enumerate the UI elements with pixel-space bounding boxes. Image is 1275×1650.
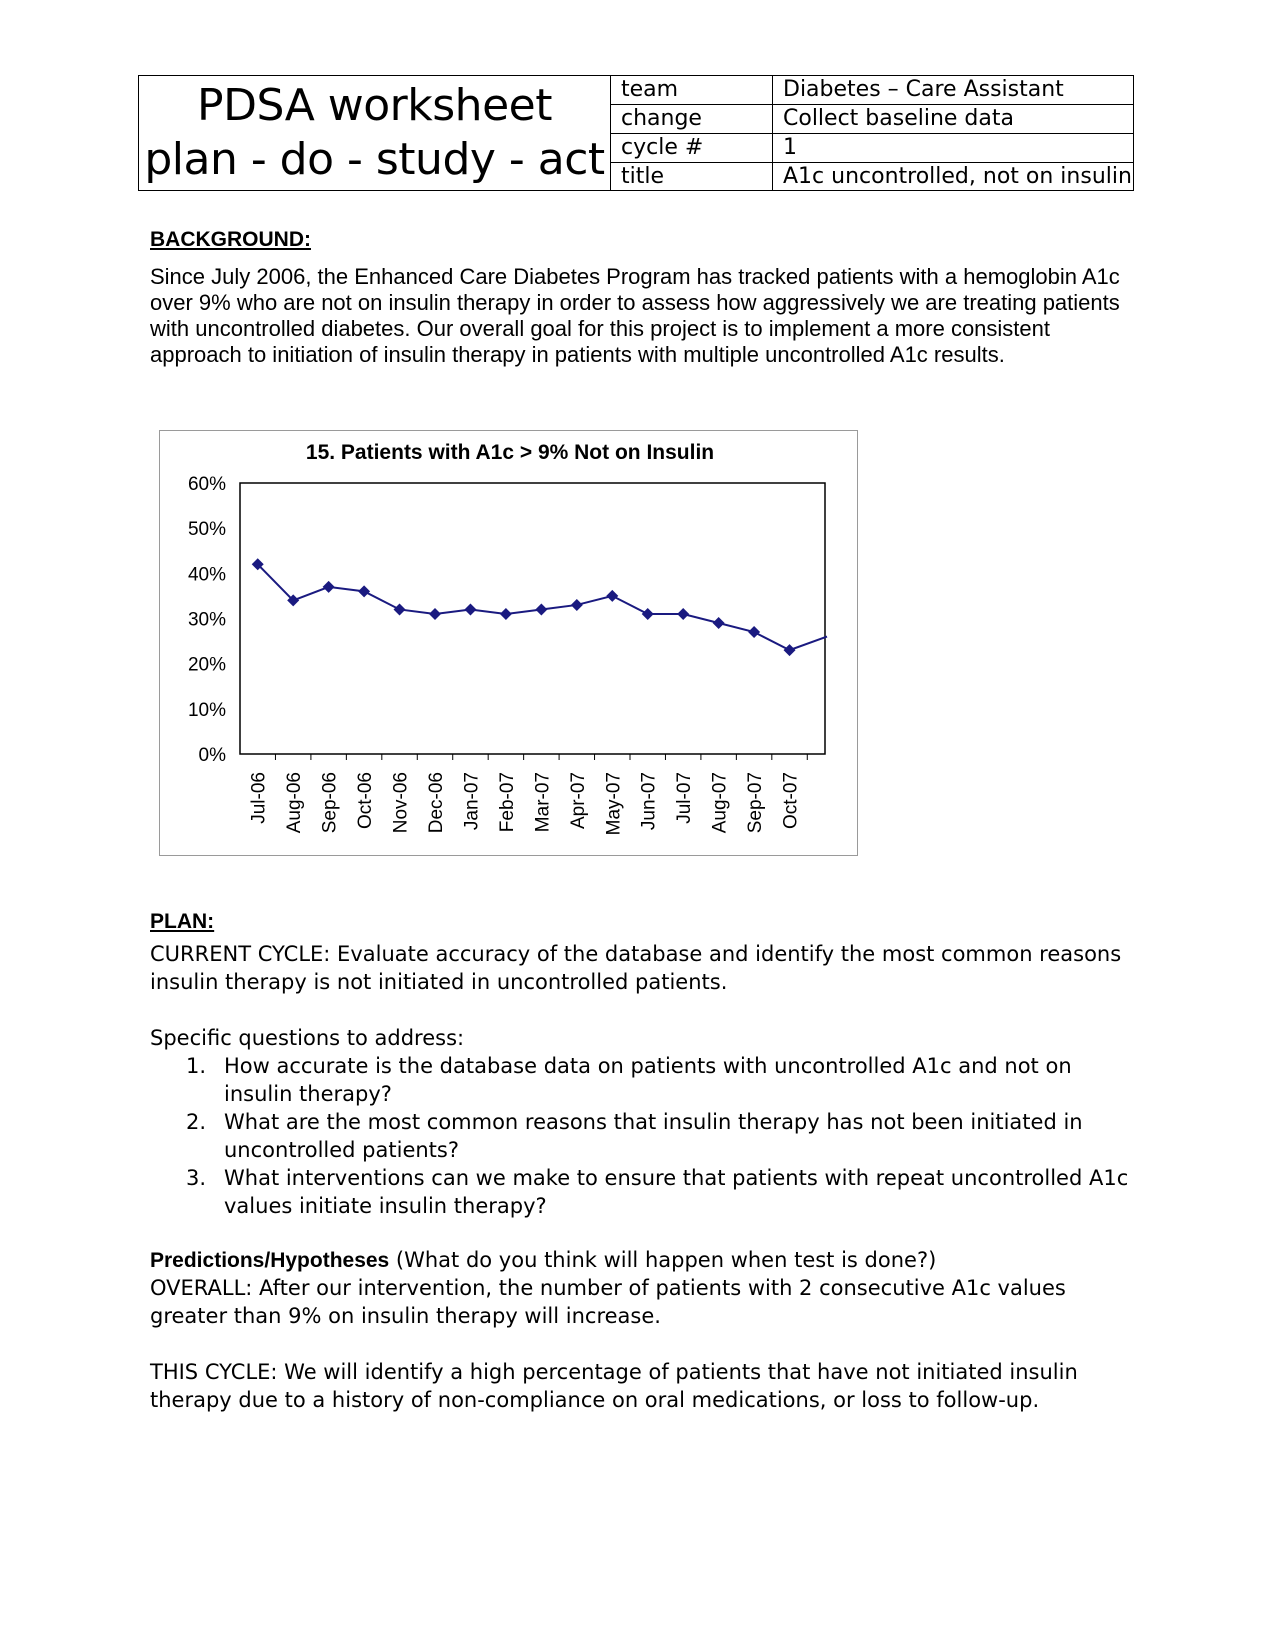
y-tick-label: 0% (198, 745, 226, 766)
overall-hypothesis: OVERALL: After our intervention, the number of patients with 2 consecutive A1c values greater than 9% on insulin therapy will increase. (150, 1276, 1066, 1328)
x-tick-label: Oct-06 (355, 772, 377, 830)
data-point (784, 644, 796, 656)
header-title-cell (139, 76, 611, 190)
questions-intro: Specific questions to address: (150, 1026, 465, 1050)
meta-row-team (611, 76, 1133, 105)
x-tick-label: Sep-06 (319, 772, 341, 834)
x-tick-label: Apr-07 (567, 772, 589, 830)
list-item (150, 1164, 1130, 1220)
worksheet-subtitle: plan - do - study - act (144, 134, 605, 185)
y-tick-label: 60% (187, 474, 226, 495)
list-number: 2. (186, 1110, 207, 1134)
worksheet-title: PDSA worksheet (197, 80, 552, 131)
meta-key: change (611, 105, 773, 133)
x-tick-label: Jul-07 (674, 772, 696, 824)
header-meta-table (611, 76, 1133, 190)
data-point (323, 581, 335, 593)
y-tick-label: 20% (187, 654, 226, 676)
x-tick-label: Jul-06 (248, 772, 270, 824)
list-number: 1. (186, 1054, 207, 1078)
x-tick-label: Sep-07 (745, 772, 767, 834)
data-point (571, 599, 583, 611)
predictions-heading: Predictions/Hypotheses (150, 1249, 390, 1272)
data-point (748, 626, 760, 638)
meta-row-cycle (611, 134, 1133, 163)
data-point (606, 590, 618, 602)
predictions-line (150, 1246, 1130, 1275)
plan-heading: PLAN: (150, 910, 215, 933)
data-point (394, 603, 406, 615)
meta-key: team (611, 76, 773, 104)
x-tick-label: Jun-07 (638, 772, 660, 831)
x-tick-label: Feb-07 (496, 772, 518, 833)
meta-key: title (611, 163, 773, 191)
line-chart (159, 430, 858, 856)
meta-row-title (611, 163, 1133, 191)
predictions-note: (What do you think will happen when test is done?) (389, 1248, 937, 1272)
chart-svg (160, 431, 859, 857)
current-cycle-text: CURRENT CYCLE: Evaluate accuracy of the database and identify the most common reasons insulin therapy is not initiated in uncontrolled patients. (150, 942, 1122, 994)
meta-row-change (611, 105, 1133, 134)
data-point (677, 608, 689, 620)
list-item (150, 1108, 1130, 1164)
y-axis (188, 474, 226, 766)
meta-value: A1c uncontrolled, not on insulin (783, 164, 1132, 189)
list-number: 3. (186, 1166, 207, 1190)
y-tick-label: 40% (187, 564, 226, 586)
data-point (464, 603, 476, 615)
y-tick-label: 10% (187, 699, 226, 721)
x-tick-label: Jan-07 (461, 772, 483, 831)
background-text: Since July 2006, the Enhanced Care Diabetes Program has tracked patients with a hemoglobin A1c over 9% who are not on insulin therapy in order to assess how aggressively we are treating patients with uncontrolled diabetes. Our overall goal for this project is to implement a more consistent approach to initiation of insulin therapy in patients with multiple uncontrolled A1c results. (150, 264, 1120, 367)
data-point (535, 603, 547, 615)
x-tick-label: Mar-07 (532, 772, 554, 833)
y-tick-label: 30% (187, 609, 226, 631)
data-point (713, 617, 725, 629)
data-point (358, 585, 370, 597)
x-tick-label: Aug-07 (709, 772, 731, 834)
data-point (500, 608, 512, 620)
question-text: What are the most common reasons that insulin therapy has not been initiated in uncontrolled patients? (224, 1110, 1083, 1162)
plot-area (240, 483, 825, 754)
worksheet-header (138, 75, 1134, 191)
chart-title: 15. Patients with A1c > 9% Not on Insulin (305, 441, 715, 464)
x-tick-label: Nov-06 (390, 772, 412, 834)
background-heading: BACKGROUND: (150, 228, 311, 251)
series-a1c (252, 558, 827, 656)
meta-value: 1 (783, 135, 797, 160)
x-axis (249, 754, 808, 835)
meta-value: Diabetes – Care Assistant (783, 77, 1064, 102)
x-tick-label: Oct-07 (780, 772, 802, 830)
this-cycle-hypothesis: THIS CYCLE: We will identify a high percentage of patients that have not initiated insulin therapy due to a history of non-compliance on oral medications, or loss to follow-up. (150, 1360, 1078, 1412)
question-text: What interventions can we make to ensure that patients with repeat uncontrolled A1c values initiate insulin therapy? (224, 1166, 1129, 1218)
x-tick-label: Dec-06 (426, 772, 447, 834)
data-point (429, 608, 441, 620)
x-tick-label: May-07 (603, 772, 625, 836)
data-point (642, 608, 654, 620)
meta-value: Collect baseline data (783, 106, 1014, 131)
question-text: How accurate is the database data on patients with uncontrolled A1c and not on insulin therapy? (224, 1054, 1072, 1106)
list-item (150, 1052, 1130, 1108)
y-tick-label: 50% (187, 519, 226, 541)
meta-key: cycle # (611, 134, 773, 162)
x-tick-label: Aug-06 (284, 772, 306, 834)
questions-list (150, 1052, 1130, 1220)
